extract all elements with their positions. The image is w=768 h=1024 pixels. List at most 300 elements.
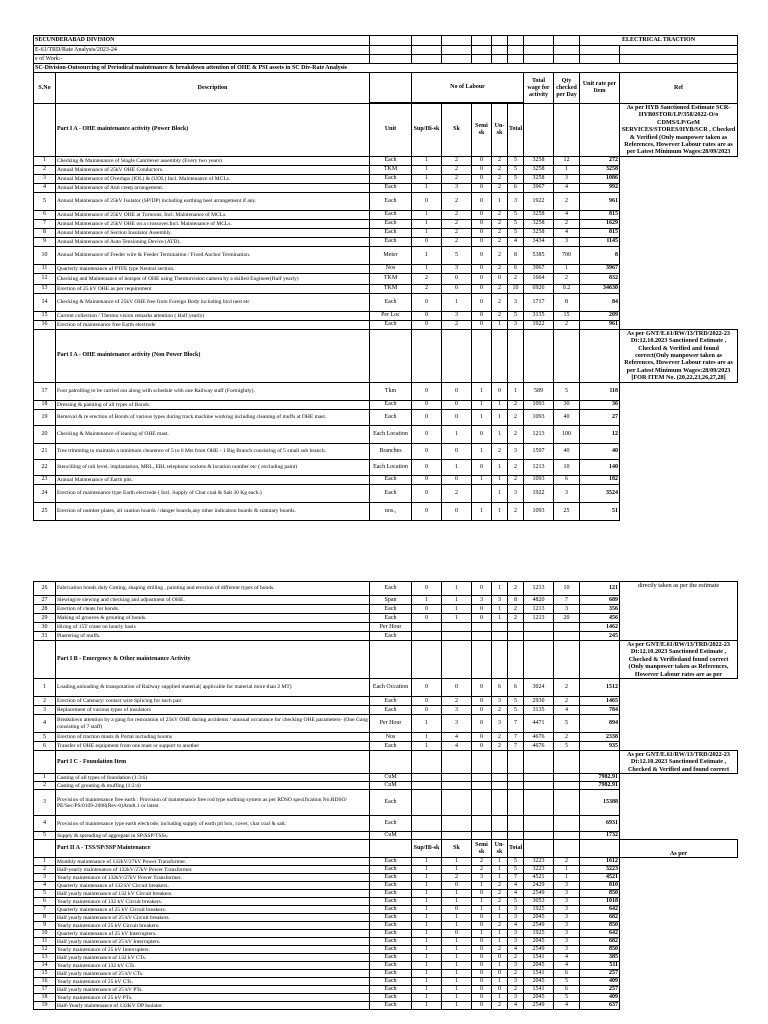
row-description: Quarterly maintenance of 25 kV Interrupters. — [56, 930, 370, 938]
row-sk: 2 — [442, 228, 472, 237]
row-sk: 1 — [442, 986, 472, 994]
row-sk: 0 — [442, 382, 472, 400]
row-qty: 3 — [554, 938, 580, 946]
row-wage: 1213 — [524, 425, 554, 443]
row-wage: 3024 — [524, 679, 554, 697]
row-unit: Each — [370, 882, 412, 890]
reference-note-5: As per GNT/E.61/RW/13/TRD/2022-23 Dt:12.10.2023 Sanctioned Estimate , Checked & Verified and found correct — [620, 751, 738, 774]
row-sk: 2 — [442, 192, 472, 210]
row-unsk: 1 — [492, 409, 508, 425]
row-semi: 0 — [472, 733, 492, 742]
row-unit: Each — [370, 994, 412, 1002]
row-total: 2 — [508, 459, 524, 475]
row-unit-rate: 8 — [580, 246, 620, 264]
row-total: 6 — [508, 183, 524, 192]
row-description: Annual Maintenance of Feeder wire & Feeder Termination / Fixed Anchor Termination. — [56, 246, 370, 264]
row-wage: 1922 — [524, 192, 554, 210]
row-unsk: 3 — [492, 596, 508, 605]
row-qty: 3 — [554, 174, 580, 183]
row-unsk: 2 — [492, 219, 508, 228]
division-title: SECUNDERABAD DIVISION — [34, 36, 370, 46]
row-description: Current collection / Thermo vision remarks attention ( Half yearly) — [56, 311, 370, 320]
empty-cell — [442, 774, 472, 782]
row-description: Yearly maintenance of 132 kV Circuit breakers. — [56, 898, 370, 906]
row-unit-rate: 356 — [580, 605, 620, 614]
row-unit: Each — [370, 237, 412, 246]
row-sup: 0 — [412, 382, 442, 400]
row-semi: 0 — [472, 994, 492, 1002]
table-row — [34, 311, 738, 320]
row-description: Quarterly maintenance of PTFE type Neutral section. — [56, 264, 370, 273]
row-unsk: 1 — [492, 425, 508, 443]
row-semi: 0 — [472, 582, 492, 596]
row-semi: 0 — [472, 978, 492, 986]
empty-cell — [508, 774, 524, 782]
row-total: 2 — [508, 605, 524, 614]
empty-cell — [524, 782, 554, 790]
row-unit-rate: 51 — [580, 502, 620, 520]
row-sno: 19 — [34, 409, 56, 425]
department-title: ELECTRICAL TRACTION — [580, 36, 738, 46]
row-unsk: 1 — [492, 906, 508, 914]
row-description: Yearly maintenance of 25 kV Interrupters. — [56, 946, 370, 954]
row-sk: 1 — [442, 1002, 472, 1010]
row-total: 5 — [508, 858, 524, 866]
row-total: 5 — [508, 697, 524, 706]
table-row — [34, 954, 738, 962]
row-semi: 0 — [472, 1002, 492, 1010]
row-sk: 0 — [442, 273, 472, 284]
col-no-of-labour: No of Labour — [412, 73, 524, 103]
row-semi: 1 — [472, 502, 492, 520]
row-sno: 19 — [34, 1002, 56, 1010]
row-qty: 3 — [554, 237, 580, 246]
row-unit: TKM — [370, 284, 412, 293]
row-semi: 0 — [472, 954, 492, 962]
row-total: 2 — [508, 409, 524, 425]
row-sno: 17 — [34, 382, 56, 400]
row-qty: 7 — [554, 596, 580, 605]
row-unit-rate: 3258 — [580, 165, 620, 174]
table-row — [34, 210, 738, 219]
row-description: Yearly maintenance of 25 kV PTs. — [56, 994, 370, 1002]
row-semi: 0 — [472, 320, 492, 329]
row-unit-rate: 682 — [580, 914, 620, 922]
row-unit: Each — [370, 914, 412, 922]
reference-number: E-61/TRD/Rate Analysis/2023-24 — [34, 46, 370, 55]
row-unsk: 0 — [492, 970, 508, 978]
row-unit: Each — [370, 922, 412, 930]
row-sno: 5 — [34, 832, 56, 840]
row-semi: 0 — [472, 293, 492, 311]
row-total: 3 — [508, 938, 524, 946]
empty-cell — [412, 816, 442, 832]
row-unit-rate: 27 — [580, 409, 620, 425]
empty-cell — [554, 774, 580, 782]
row-semi: 1 — [472, 882, 492, 890]
table-row — [34, 228, 738, 237]
row-sno: 3 — [34, 790, 56, 816]
row-unsk: 2 — [492, 922, 508, 930]
table-row — [34, 816, 738, 832]
row-total: 4 — [508, 922, 524, 930]
row-sk: 0 — [442, 906, 472, 914]
row-sno: 14 — [34, 293, 56, 311]
row-unit-rate: 409 — [580, 978, 620, 986]
row-unsk: 2 — [492, 706, 508, 715]
row-description: Half yearly maintenance of 25 kV Circuit breakers. — [56, 914, 370, 922]
table-row — [34, 156, 738, 165]
row-semi: 0 — [472, 890, 492, 898]
row-semi: 0 — [472, 183, 492, 192]
row-qty: 3 — [554, 930, 580, 938]
row-sno: 26 — [34, 582, 56, 596]
row-sno: 5 — [34, 890, 56, 898]
row-semi: 0 — [472, 284, 492, 293]
row-qty: 4 — [554, 1002, 580, 1010]
row-semi — [472, 484, 492, 502]
row-sk: 0 — [442, 502, 472, 520]
row-wage: 589 — [524, 382, 554, 400]
row-description: Quarterly maintenance of 25 kV Circuit breakers. — [56, 906, 370, 914]
empty-cell — [492, 832, 508, 840]
row-total: 6 — [508, 264, 524, 273]
row-qty: 3 — [554, 484, 580, 502]
row-sup: 0 — [412, 605, 442, 614]
col-semi-2: Semi sk — [472, 840, 492, 858]
row-total: 5 — [508, 866, 524, 874]
row-qty: 3 — [554, 890, 580, 898]
row-unit-rate: 40 — [580, 443, 620, 459]
row-sup: 1 — [412, 970, 442, 978]
table-row — [34, 774, 738, 782]
row-qty: 0.2 — [554, 284, 580, 293]
empty-cell — [412, 782, 442, 790]
row-qty: 4 — [554, 228, 580, 237]
row-unit: Per Hour — [370, 715, 412, 733]
empty-cell — [472, 816, 492, 832]
row-sup: 0 — [412, 582, 442, 596]
row-sno: 14 — [34, 962, 56, 970]
row-wage: 2930 — [524, 697, 554, 706]
row-qty: 5 — [554, 715, 580, 733]
row-sup: 2 — [412, 284, 442, 293]
table-row — [34, 874, 738, 882]
row-sno: 11 — [34, 938, 56, 946]
row-sno: 3 — [34, 874, 56, 882]
part-1a-heading: Part I A - OHE maintenance activity (Power Block) — [56, 104, 370, 157]
row-unit-rate: 140 — [580, 459, 620, 475]
row-sno: 1 — [34, 858, 56, 866]
row-unsk — [492, 632, 508, 641]
row-sk: 1 — [442, 605, 472, 614]
empty-cell — [508, 790, 524, 816]
row-sno: 4 — [34, 816, 56, 832]
row-unit: nos., — [370, 502, 412, 520]
row-sk: 0 — [442, 679, 472, 697]
row-semi: 0 — [472, 192, 492, 210]
row-sup: 1 — [412, 962, 442, 970]
row-sno: 5 — [34, 192, 56, 210]
row-description: Annual Maintenance of 25kV Isolator (SP/DP) including earthing heel arrangement if any. — [56, 192, 370, 210]
row-semi: 0 — [472, 174, 492, 183]
table-row — [34, 930, 738, 938]
row-unit-rate: 1612 — [580, 858, 620, 866]
row-total: 3 — [508, 192, 524, 210]
row-sup: 0 — [412, 484, 442, 502]
table-row — [34, 946, 738, 954]
row-total: 5 — [508, 219, 524, 228]
empty-cell — [554, 816, 580, 832]
row-description: Making of grooves & grouting of bonds. — [56, 614, 370, 623]
row-sno: 8 — [34, 914, 56, 922]
row-unit: Each — [370, 174, 412, 183]
row-description: Transfer of OHE equipment from one mast or support to another — [56, 742, 370, 751]
row-wage: 1541 — [524, 986, 554, 994]
table-row — [34, 237, 738, 246]
row-unit: Each — [370, 400, 412, 409]
row-sno: 4 — [34, 882, 56, 890]
row-wage: 3053 — [524, 898, 554, 906]
row-unit-rate: 850 — [580, 946, 620, 954]
row-total: 3 — [508, 914, 524, 922]
row-unit: Nos — [370, 733, 412, 742]
row-sk: 1 — [442, 946, 472, 954]
row-semi: 0 — [472, 605, 492, 614]
row-wage: 3258 — [524, 219, 554, 228]
row-unit-rate: 2338 — [580, 733, 620, 742]
row-qty: 3 — [554, 898, 580, 906]
row-unit: Each — [370, 1002, 412, 1010]
table-row — [34, 922, 738, 930]
row-unit-rate: 850 — [580, 890, 620, 898]
row-semi: 0 — [472, 246, 492, 264]
row-unit: Each — [370, 614, 412, 623]
row-unit-rate: 935 — [580, 742, 620, 751]
table-row — [34, 994, 738, 1002]
row-unsk: 2 — [492, 311, 508, 320]
row-unsk: 1 — [492, 978, 508, 986]
row-sup: 2 — [412, 273, 442, 284]
row-unsk: 2 — [492, 1002, 508, 1010]
row-wage: 4471 — [524, 715, 554, 733]
row-sup: 1 — [412, 994, 442, 1002]
row-sk: 1 — [442, 898, 472, 906]
row-unit: Each — [370, 930, 412, 938]
row-sup: 1 — [412, 246, 442, 264]
row-unit: Each — [370, 210, 412, 219]
row-total: 3 — [508, 930, 524, 938]
row-total: 3 — [508, 484, 524, 502]
row-semi: 1 — [472, 382, 492, 400]
row-unsk: 2 — [492, 264, 508, 273]
row-unsk: 2 — [492, 246, 508, 264]
row-semi: 0 — [472, 922, 492, 930]
row-unsk: 1 — [492, 320, 508, 329]
row-sup: 0 — [412, 311, 442, 320]
row-description: Half-yearly maintenance of 132kV/27kV Power Transformer. — [56, 866, 370, 874]
row-wage: 2045 — [524, 978, 554, 986]
row-qty: 1 — [554, 165, 580, 174]
row-sup: 0 — [412, 697, 442, 706]
row-wage: 3223 — [524, 858, 554, 866]
table-row — [34, 858, 738, 866]
row-total: 8 — [508, 246, 524, 264]
row-semi: 3 — [472, 596, 492, 605]
row-semi: 0 — [472, 237, 492, 246]
table-row — [34, 970, 738, 978]
row-semi: 0 — [472, 156, 492, 165]
part-2a-heading: Part II A - TSS/SP/SSP Maintenance — [56, 840, 370, 858]
row-unit-rate: 257 — [580, 970, 620, 978]
row-description: Erection of 25 kV OHE as per requirement — [56, 284, 370, 293]
row-unit-rate: 1086 — [580, 174, 620, 183]
row-sk: 1 — [442, 582, 472, 596]
empty-cell — [492, 816, 508, 832]
row-description: Checking & Maintenance of leaning of OHE mast. — [56, 425, 370, 443]
row-wage: 2045 — [524, 938, 554, 946]
row-sk: 3 — [442, 706, 472, 715]
row-sno: 28 — [34, 605, 56, 614]
row-description: Tree trimming to maintain a minimum clearence of 5 to 6 Mts from OHE - 1 Big Branch consisting of 5 small sub branch. — [56, 443, 370, 459]
row-total: 7 — [508, 733, 524, 742]
row-total: 5 — [508, 228, 524, 237]
row-description: Removal & re erection of Bonds of various types during track machine working including cleaning of muffs at OHE mast. — [56, 409, 370, 425]
row-description: Provision of maintenance type earth electrode, including supply of earth pit box, cover, char coal & salt. — [56, 816, 370, 832]
row-unit: Each — [370, 970, 412, 978]
row-sup: 1 — [412, 156, 442, 165]
row-unit-rate: 642 — [580, 906, 620, 914]
row-unit: Each — [370, 484, 412, 502]
empty-cell — [508, 816, 524, 832]
row-wage: 1597 — [524, 443, 554, 459]
col-unsk: Un-sk — [492, 104, 508, 157]
row-semi: 1 — [472, 930, 492, 938]
row-unit: Meter — [370, 246, 412, 264]
row-sup: 0 — [412, 237, 442, 246]
row-unsk: 1 — [492, 400, 508, 409]
table-row — [34, 742, 738, 751]
row-description: Dressing & painting of all types of Bonds. — [56, 400, 370, 409]
row-qty: 1 — [554, 874, 580, 882]
row-wage: 1541 — [524, 970, 554, 978]
row-sno: 16 — [34, 320, 56, 329]
row-unit: Nos — [370, 264, 412, 273]
row-description: Annual Maintenance of Anti creep arrangement. — [56, 183, 370, 192]
row-description: Yearly maintenance of 132 kV CTs. — [56, 962, 370, 970]
row-sk: 2 — [442, 237, 472, 246]
row-semi: 1 — [472, 443, 492, 459]
row-total: 10 — [508, 284, 524, 293]
row-qty: 4 — [554, 954, 580, 962]
row-unit: Each — [370, 706, 412, 715]
row-qty: 700 — [554, 246, 580, 264]
row-semi: 0 — [472, 962, 492, 970]
row-unsk: 1 — [492, 484, 508, 502]
empty-cell — [492, 774, 508, 782]
row-semi: 0 — [472, 986, 492, 994]
row-unsk: 1 — [492, 475, 508, 484]
row-wage — [524, 623, 554, 632]
row-total: 4 — [508, 1002, 524, 1010]
row-sup: 1 — [412, 1002, 442, 1010]
row-description: Half yearly maintenance of 132 kV Circuit breakers. — [56, 890, 370, 898]
table-row — [34, 174, 738, 183]
table-row — [34, 219, 738, 228]
row-description: Provision of maintenance free earth : Provision of maintenance free rod type earthing system as per RDSO specification No.RDSO/ PE/Sec/PS/0109-2008(Rev-0)Amdt.1 or latest — [56, 790, 370, 816]
row-unit-rate: 34630 — [580, 284, 620, 293]
row-qty — [554, 632, 580, 641]
empty-cell — [412, 832, 442, 840]
row-qty: 2 — [554, 679, 580, 697]
row-unit-rate: 810 — [580, 882, 620, 890]
row-unit: Each — [370, 866, 412, 874]
row-unsk: 2 — [492, 742, 508, 751]
row-total: 5 — [508, 311, 524, 320]
row-sup: 1 — [412, 954, 442, 962]
row-total: 2 — [508, 954, 524, 962]
table-row — [34, 782, 738, 790]
row-unit: Each Occation — [370, 679, 412, 697]
row-unsk: 0 — [492, 986, 508, 994]
row-sk: 2 — [442, 219, 472, 228]
row-sup: 1 — [412, 165, 442, 174]
row-wage: 2045 — [524, 962, 554, 970]
row-sno: 7 — [34, 219, 56, 228]
row-sup: 0 — [412, 192, 442, 210]
row-unsk: 1 — [492, 930, 508, 938]
row-sk: 1 — [442, 938, 472, 946]
table-row — [34, 264, 738, 273]
table-row — [34, 502, 738, 520]
row-semi: 0 — [472, 264, 492, 273]
row-qty: 1 — [554, 866, 580, 874]
col-unit-rate: Unit rate per Item — [580, 73, 620, 104]
row-unsk: 2 — [492, 156, 508, 165]
row-sk: 1 — [442, 866, 472, 874]
row-sk — [442, 623, 472, 632]
row-sup: 1 — [412, 228, 442, 237]
row-unsk: 2 — [492, 733, 508, 742]
row-unit-rate: 637 — [580, 1002, 620, 1010]
row-unsk: 2 — [492, 237, 508, 246]
row-description: Erection of cleats for bonds. — [56, 605, 370, 614]
row-sno: 13 — [34, 954, 56, 962]
row-description: Monthly maintenance of 132kV/27kV Power Transformer. — [56, 858, 370, 866]
row-semi: 1 — [472, 898, 492, 906]
row-wage: 3258 — [524, 165, 554, 174]
row-sk: 3 — [442, 311, 472, 320]
row-sno: 9 — [34, 237, 56, 246]
empty-cell — [554, 832, 580, 840]
row-qty: 15 — [554, 311, 580, 320]
row-unsk: 2 — [492, 165, 508, 174]
row-sk: 1 — [442, 922, 472, 930]
row-semi: 0 — [472, 715, 492, 733]
row-unit: Each — [370, 898, 412, 906]
row-description: Yearly maintenance of 25 kV CTs. — [56, 978, 370, 986]
row-wage: 3434 — [524, 237, 554, 246]
row-sup: 0 — [412, 614, 442, 623]
row-sk: 1 — [442, 962, 472, 970]
row-sk: 1 — [442, 890, 472, 898]
row-total: 1 — [508, 382, 524, 400]
table-row — [34, 192, 738, 210]
row-semi: 0 — [472, 165, 492, 174]
row-description: Erection of maintenance type Earth electrode ( Incl. Supply of Char coal & Salt 30 Kg each.) — [56, 484, 370, 502]
row-sno: 1 — [34, 156, 56, 165]
row-sk: 1 — [442, 954, 472, 962]
